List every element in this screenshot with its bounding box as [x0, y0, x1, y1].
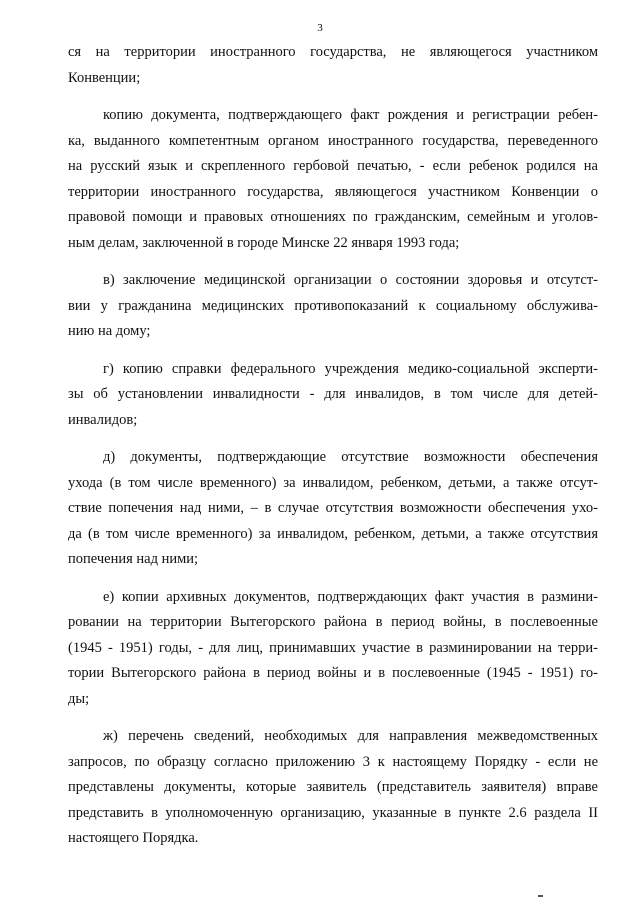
text-line: ным делам, заключенной в городе Минске 22 января 1993 года;	[68, 234, 460, 251]
text-line: ды;	[68, 690, 90, 707]
paragraph-item-g	[68, 357, 598, 434]
paragraph-item-zh	[68, 724, 598, 852]
text-line: ствие попечения над ними, – в случае отсутствия возможности обеспечения ухо-	[68, 500, 598, 516]
text-line: настоящего Порядка.	[68, 830, 199, 846]
text-line: территории иностранного государства, являющегося участником Конвенции о	[68, 183, 598, 200]
text-line: попечения над ними;	[68, 551, 199, 567]
text-line: ся на территории иностранного государства, не являющегося участником	[68, 44, 598, 60]
text-line: е) копии архивных документов, подтверждающих факт участия в размини-	[103, 588, 598, 605]
paragraph-item-d	[68, 445, 598, 573]
text-line: ж) перечень сведений, необходимых для направления межведомственных	[103, 728, 598, 744]
text-line: ка, выданного компетентным органом иностранного государства, переведенного	[68, 132, 598, 149]
text-line: вии у гражданина медицинских противопоказаний к социальному обслужива-	[68, 297, 598, 314]
text-line: представлены документы, которые заявитель (представитель заявителя) вправе	[68, 779, 598, 795]
text-line: копию документа, подтверждающего факт рождения и регистрации ребен-	[103, 107, 598, 123]
text-line: (1945 - 1951) годы, - для лиц, принимавших участие в разминировании на терри-	[68, 639, 598, 656]
text-line: д) документы, подтверждающие отсутствие возможности обеспечения	[103, 449, 598, 465]
paragraph-birth-document	[68, 103, 598, 256]
text-line: ухода (в том числе временного) за инвалидом, ребенком, детьми, а также отсут-	[68, 474, 598, 491]
text-line: запросов, по образцу согласно приложению 3 к настоящему Порядку - если не	[68, 753, 598, 770]
text-line: зы об установлении инвалидности - для инвалидов, в том числе для детей-	[68, 386, 598, 402]
text-line: инвалидов;	[68, 411, 138, 428]
text-line: правовой помощи и правовых отношениях по гражданским, семейным и уголов-	[68, 209, 598, 225]
text-line: в) заключение медицинской организации о состоянии здоровья и отсутст-	[103, 272, 598, 288]
text-line: представить в уполномоченную организацию, указанные в пункте 2.6 раздела II	[68, 804, 598, 821]
text-line: да (в том числе временного) за инвалидом, ребенком, детьми, а также отсутствия	[68, 525, 598, 542]
text-line: г) копию справки федерального учреждения медико-социальной эксперти-	[103, 360, 598, 377]
text-line: на русский язык и скрепленного гербовой печатью, - если ребенок родился на	[68, 158, 598, 174]
text-line: Конвенции;	[68, 69, 141, 86]
document-body	[68, 40, 598, 852]
text-line: нию на дому;	[68, 323, 151, 339]
text-line: тории Вытегорского района в период войны и в послевоенные (1945 - 1951) го-	[68, 665, 598, 681]
text-line: ровании на территории Вытегорского района в период войны, в послевоенные	[68, 614, 598, 630]
paragraph-item-v	[68, 268, 598, 345]
scan-mark	[538, 895, 543, 897]
paragraph-continuation	[68, 40, 598, 91]
paragraph-item-e	[68, 585, 598, 713]
page-number: 3	[317, 22, 323, 34]
